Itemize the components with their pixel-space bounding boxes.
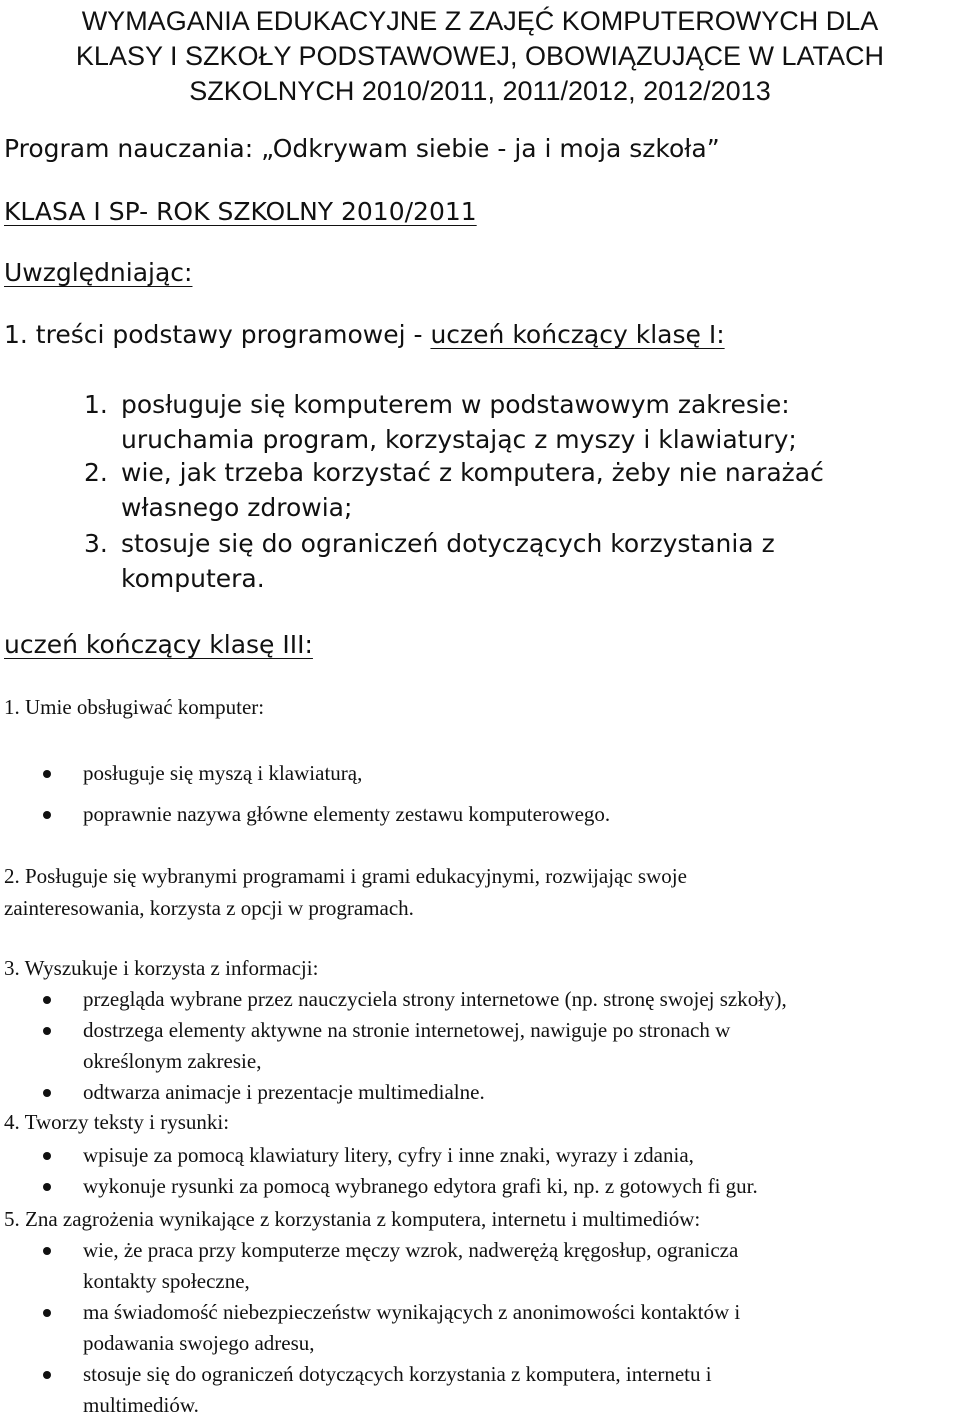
program-line: Program nauczania: „Odkrywam siebie - ja i moja szkoła” bbox=[4, 134, 720, 163]
item-text-line: własnego zdrowia; bbox=[121, 493, 353, 522]
title-line-2: KLASY I SZKOŁY PODSTAWOWEJ, OBOWIĄZUJĄCE W LATACH bbox=[75, 41, 885, 71]
section-1-heading: 1. Umie obsługiwać komputer: bbox=[4, 695, 265, 719]
bullet-item bbox=[0, 1077, 960, 1108]
bullet-icon bbox=[43, 770, 51, 778]
bullet-item bbox=[0, 758, 960, 789]
bullet-text-line: wykonuje rysunki za pomocą wybranego edytora grafi ki, np. z gotowych fi gur. bbox=[83, 1174, 758, 1198]
considering-heading: Uwzględniając: bbox=[4, 258, 193, 287]
item-number: 1. bbox=[84, 390, 108, 419]
bullet-text-line: ma świadomość niebezpieczeństw wynikających z anonimowości kontaktów i bbox=[83, 1300, 741, 1324]
grade-3-heading: uczeń kończący klasę III: bbox=[4, 630, 313, 659]
bullet-item bbox=[0, 1359, 960, 1421]
bullet-item bbox=[0, 1235, 960, 1297]
section-1-bullets bbox=[0, 758, 960, 830]
section-3-bullets bbox=[0, 984, 960, 1108]
section-2-line-1: 2. Posługuje się wybranymi programami i grami edukacyjnymi, rozwijając swoje bbox=[4, 864, 687, 888]
bullet-item bbox=[0, 984, 960, 1015]
item-text-line: uruchamia program, korzystając z myszy i klawiatury; bbox=[121, 425, 797, 454]
core-curriculum-line bbox=[4, 320, 725, 349]
item-number: 3. bbox=[84, 529, 108, 558]
bullet-text-line: odtwarza animacje i prezentacje multimedialne. bbox=[83, 1080, 485, 1104]
item-text-line: stosuje się do ograniczeń dotyczących korzystania z bbox=[121, 529, 775, 558]
bullet-text-line: posługuje się myszą i klawiaturą, bbox=[83, 761, 363, 785]
bullet-icon bbox=[43, 1371, 51, 1379]
title-line-3: SZKOLNYCH 2010/2011, 2011/2012, 2012/2013 bbox=[189, 76, 771, 106]
section-5-heading: 5. Zna zagrożenia wynikające z korzystania z komputera, internetu i multimediów: bbox=[4, 1207, 701, 1231]
bullet-text-line: podawania swojego adresu, bbox=[83, 1331, 315, 1355]
bullet-text-line: dostrzega elementy aktywne na stronie internetowej, nawiguje po stronach w bbox=[83, 1018, 731, 1042]
bullet-icon bbox=[43, 1183, 51, 1191]
bullet-text-line: przegląda wybrane przez nauczyciela strony internetowe (np. stronę swojej szkoły), bbox=[83, 987, 787, 1011]
section-5-bullets bbox=[0, 1235, 960, 1421]
section-2-line-2: zainteresowania, korzysta z opcji w programach. bbox=[4, 896, 414, 920]
bullet-text-line: kontakty społeczne, bbox=[83, 1269, 250, 1293]
bullet-item bbox=[0, 799, 960, 830]
document-title bbox=[0, 4, 960, 109]
bullet-text-line: wpisuje za pomocą klawiatury litery, cyfry i inne znaki, wyrazy i zdania, bbox=[83, 1143, 694, 1167]
title-line-1: WYMAGANIA EDUKACYJNE Z ZAJĘĆ KOMPUTEROWYCH DLA bbox=[81, 6, 879, 36]
bullet-text-line: poprawnie nazywa główne elementy zestawu komputerowego. bbox=[83, 802, 611, 826]
bullet-text-line: multimediów. bbox=[83, 1393, 199, 1417]
bullet-icon bbox=[43, 1089, 51, 1097]
bullet-icon bbox=[43, 1027, 51, 1035]
item-text-line: posługuje się komputerem w podstawowym zakresie: bbox=[121, 390, 790, 419]
item-text-line: wie, jak trzeba korzystać z komputera, żeby nie narażać bbox=[121, 458, 824, 487]
bullet-item bbox=[0, 1015, 960, 1077]
item-text-line: komputera. bbox=[121, 564, 265, 593]
item-number: 2. bbox=[84, 458, 108, 487]
bullet-icon bbox=[43, 1152, 51, 1160]
bullet-icon bbox=[43, 1309, 51, 1317]
bullet-icon bbox=[43, 996, 51, 1004]
bullet-text-line: wie, że praca przy komputerze męczy wzrok, nadwerężą kręgosłup, ogranicza bbox=[83, 1238, 739, 1262]
bullet-item bbox=[0, 1140, 960, 1171]
grade-1-heading: uczeń kończący klasę I: bbox=[430, 320, 725, 349]
section-4-heading: 4. Tworzy teksty i rysunki: bbox=[4, 1110, 230, 1134]
bullet-text-line: stosuje się do ograniczeń dotyczących korzystania z komputera, internetu i bbox=[83, 1362, 712, 1386]
bullet-item bbox=[0, 1171, 960, 1202]
section-4-bullets bbox=[0, 1140, 960, 1202]
bullet-icon bbox=[43, 1247, 51, 1255]
core-curriculum-prefix: 1. treści podstawy programowej - bbox=[4, 320, 431, 349]
class-year-heading: KLASA I SP- ROK SZKOLNY 2010/2011 bbox=[4, 197, 477, 226]
bullet-text-line: określonym zakresie, bbox=[83, 1049, 262, 1073]
bullet-item bbox=[0, 1297, 960, 1359]
section-3-heading: 3. Wyszukuje i korzysta z informacji: bbox=[4, 956, 319, 980]
bullet-icon bbox=[43, 811, 51, 819]
